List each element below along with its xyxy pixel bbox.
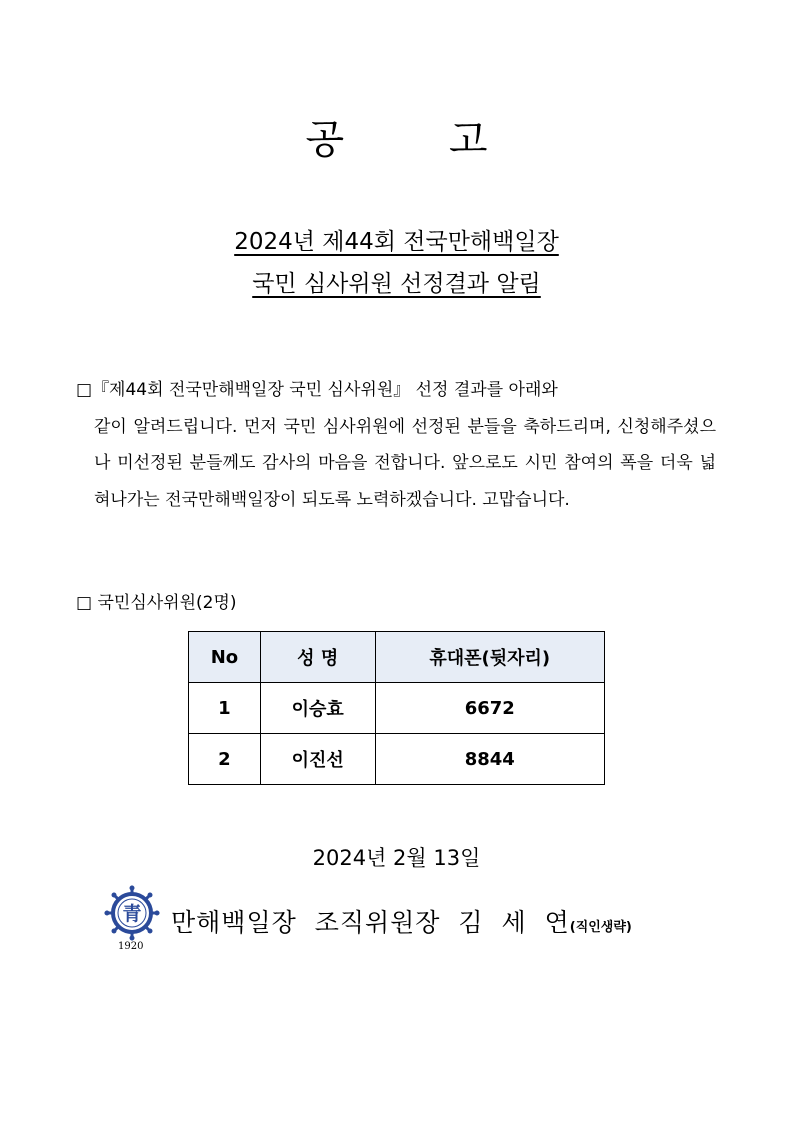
checkbox-bullet-icon: □	[76, 593, 93, 613]
checkbox-bullet-icon: □	[76, 380, 93, 400]
seal-omitted-note: (직인생략)	[569, 920, 632, 935]
cell-phone: 6672	[375, 683, 604, 734]
subtitle-line-2-text: 국민 심사위원 선정결과 알림	[252, 271, 541, 297]
cell-no: 1	[189, 683, 261, 734]
page-title: 공 고	[305, 117, 488, 163]
seal-character: 青	[122, 903, 142, 925]
subtitle-line-1	[0, 223, 793, 256]
ship-wheel-icon	[104, 885, 160, 941]
cell-name: 이승효	[260, 683, 375, 734]
header-no: No	[189, 632, 261, 683]
cell-phone: 8844	[375, 734, 604, 785]
paragraph-first-line	[76, 372, 716, 409]
table-row	[189, 734, 605, 785]
section-heading	[76, 588, 237, 613]
section-heading-text: 국민심사위원(2명)	[97, 593, 237, 613]
table-header-row	[189, 632, 605, 683]
table-row	[189, 683, 605, 734]
announcement-paragraph	[76, 372, 716, 518]
committee-seal-logo	[104, 885, 160, 955]
header-phone: 휴대폰(뒷자리)	[375, 632, 604, 683]
cell-name: 이진선	[260, 734, 375, 785]
header-name: 성 명	[260, 632, 375, 683]
cell-no: 2	[189, 734, 261, 785]
subtitle-line-1-text: 2024년 제44회 전국만해백일장	[234, 229, 559, 255]
signature-block	[104, 885, 744, 955]
seal-year: 1920	[118, 941, 144, 952]
issue-date: 2024년 2월 13일	[312, 846, 481, 870]
paragraph-first-text: 『제44회 전국만해백일장 국민 심사위원』 선정 결과를 아래와	[92, 380, 558, 400]
organizer-name: 만해백일장 조직위원장 김 세 연	[171, 908, 570, 937]
organizer-signature	[171, 903, 632, 939]
subtitle-line-2	[0, 265, 793, 298]
paragraph-rest: 같이 알려드립니다. 먼저 국민 심사위원에 선정된 분들을 축하드리며, 신청해주셨으나 미선정된 분들께도 감사의 마음을 전합니다. 앞으로도 시민 참여의 폭을 더욱 넓혀나가는 전국만해백일장이 되도록 노력하겠습니다. 고맙습니다.	[94, 416, 716, 510]
judges-table	[188, 631, 605, 785]
